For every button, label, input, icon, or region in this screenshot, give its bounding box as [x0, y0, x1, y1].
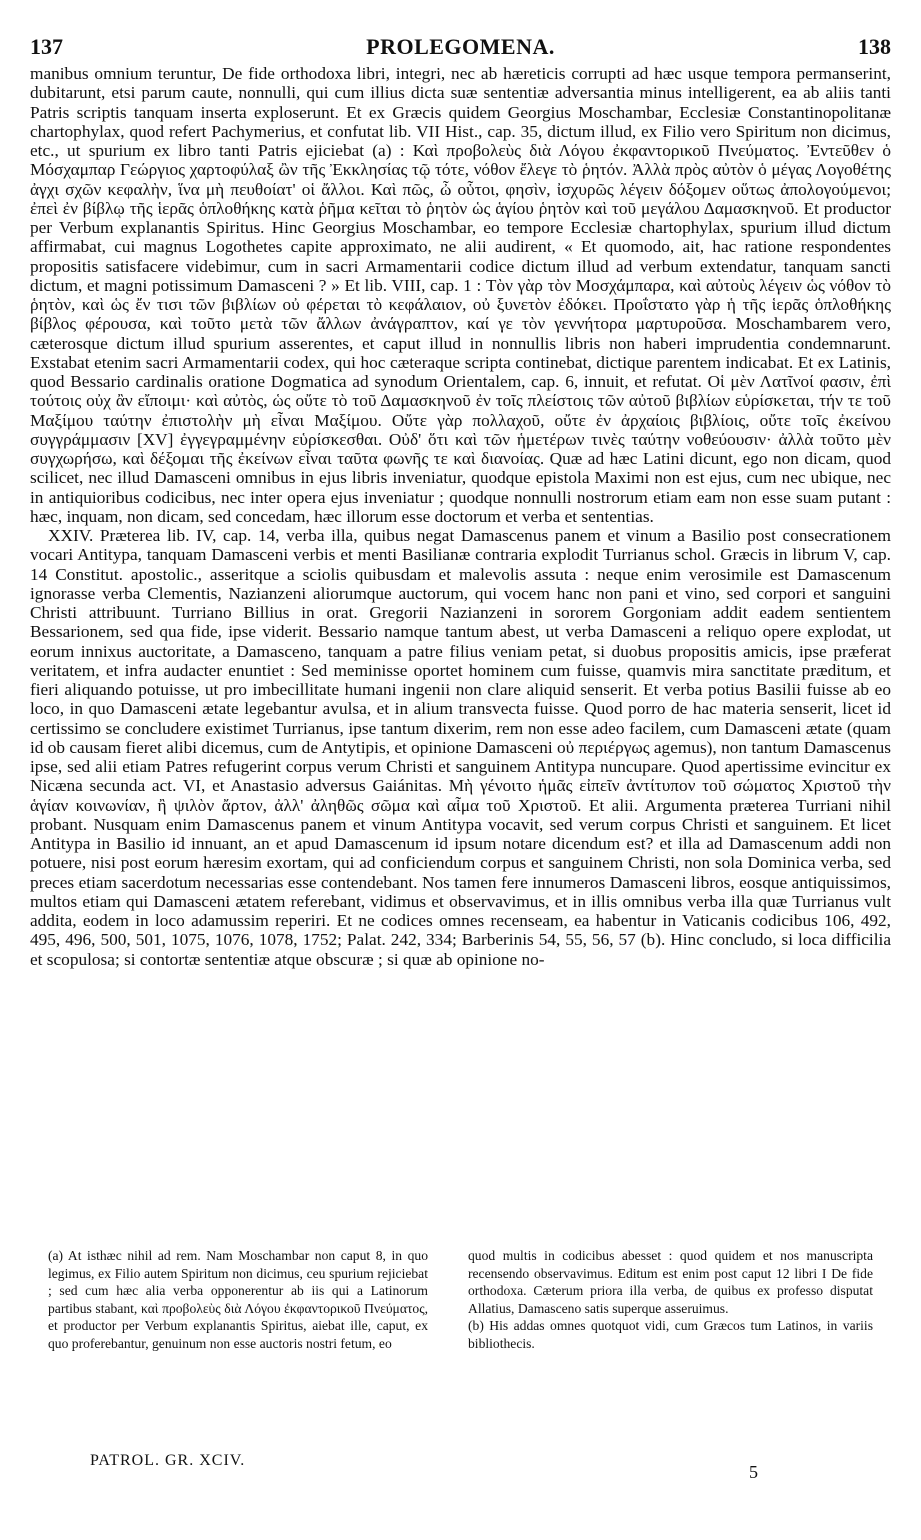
page-number-left: 137	[30, 34, 63, 59]
footnote-column-right	[468, 1247, 873, 1353]
footnote-a-text: (a) At isthæc nihil ad rem. Nam Moschambar non caput 8, in quo legimus, ex Filio autem Spiritum non dicimus, ceu spurium rejiciebat ; sed cum hæc alia verba opponerentur ab iis qui a Latinorum partibus stabant, καὶ προβολεὺς διὰ Λόγου ἐκφαντορικοῦ Πνεύματος, et productor per Verbum explanantis Spiritus, aiebat ille, caput, ex quo proferebantur, genuinum non esse auctoris nostri fetum, eo	[48, 1248, 428, 1351]
footnote-b: (b) His addas omnes quotquot vidi, cum Græcos tum Latinos, in variis bibliothecis.	[468, 1318, 873, 1351]
paragraph: manibus omnium teruntur, De fide orthodoxa libri, integri, nec ab hæreticis corrupti ad hæc usque tempora permanserint, dubitarunt, etsi parum caute, nonnulli, qui cum illius dicta suæ sententiæ adversantia minus intelligerent, ea ab aliis tanti Patris scriptis tanquam inserta exploserunt. Et ex Græcis quidem Georgius Moschambar, Ecclesiæ Constantinopolitanæ chartophylax, quod refert Pachymerius, et confutat lib. VII Hist., cap. 35, dictum illud, ex Filio vero Spiritum non dicimus, etc., ut spurium ex libro tanti Patris ejiciebat (a) : Καὶ προβολεὺς διὰ Λόγου ἐκφαντορικοῦ Πνεύματος. Ἐντεῦθεν ὁ Μόσχαμπαρ Γεώργιος χαρτοφύλαξ ὢν τῆς Ἐκκλησίας τῷ τότε, νόθον ἔλεγε τὸ ῥητόν. Ἀλλὰ πρὸς αὐτὸν ὁ μέγας Λογοθέτης ἀγχι σχῶν κεφαλὴν, ἵνα μὴ πευθοίατ' οἱ ἄλλοι. Καὶ πῶς, ὦ οὗτοι, φησὶν, ἰσχυρῶς λέγειν δόξομεν οὕτως ἀπολογούμενοι; ἐπεὶ ἐν βίβλῳ τῆς ἱερᾶς ὁπλοθήκης κατὰ ῥῆμα κεῖται τὸ ῥητὸν ὡς ἁγίου ῥητὸν καὶ τοῦ μεγάλου Δαμασκηνοῦ. Et productor per Verbum explanantis Spiritus. Hinc Georgius Moschambar, eo tempore Ecclesiæ chartophylax, spurium illud dictum affirmabat, cui magnus Logothetes capite approximato, ne alii audirent, « Et quomodo, ait, hac ratione respondentes propositis satisfacere videbimur, cum in sacri Armamentarii codice dictum illud ad verbum extendatur, tanquam sancti dictum, et magni potissimum Damasceni ? » Et lib. VIII, cap. 1 : Τὸν γὰρ τὸν Μοσχάμπαρα, καὶ αὐτοὺς λέγειν ὡς νόθον τὸ ῥητὸν, καὶ ὡς ἔν τισι τῶν βιβλίων οὐ φέρεται τὸ κεφάλαιον, οὐ ξυνετὸν ἐδόκει. Προΐστατο γὰρ ἡ τῆς ἱερᾶς ὁπλοθήκης βίβλος φέρουσα, καὶ τοῦτο μετὰ τῶν ἄλλων ἀνάγραπτον, καί γε τὸν γεννήτορα μαρτυροῦσα. Moschambarem vero, cæterosque dictum illud spurium asserentes, et caput illud in nonnullis libris non haberi imprudentia condemnarunt. Exstabat etenim sacri Armamentarii codex, qui hoc cæteraque scripta continebat, dictique parentem indicabat. Et ex Latinis, quod Bessario cardinalis oratione Dogmatica ad synodum Orientalem, cap. 6, innuit, et refutat. Οἱ μὲν Λατῖνοί φασιν, ἐπὶ τούτοις οὐχ ἂν εἴποιμι· καὶ αὐτὸς, ὡς οὔτε τὸ τοῦ Δαμασκηνοῦ ἐν τοῖς πλείστοις τῶν αὐτοῦ βιβλίων εὑρίσκεται, τήν τε τοῦ Μαξίμου ταύτην ἐπιστολὴν μὴ εἶναι Μαξίμου. Οὔτε γὰρ πολλαχοῦ, οὔτε ἐν ἀρχαίοις βιβλίοις, οὔτε τοῖς ἐκείνου συγγράμμασιν [XV] ἐγγεγραμμένην εὑρίσκεσθαι. Οὐδ' ὅτι καὶ τῶν ἡμετέρων τινὲς ταύτην νοθεύουσιν· ἀλλὰ τοῦτο μὲν συγχωρήσω, καὶ δέξομαι τῆς ἐκείνων εἶναι ταῦτα φωνῆς τε καὶ διανοίας. Quæ ad hæc Latini dicunt, ego non dicam, quod scilicet, nec illud Damasceni omnibus in ejus libris inveniatur, quodque epistola Maximi non est ejus, cum nec ubique, nec in antiquioribus codicibus, nec inter opera ejus inveniatur ; quodque nonnulli nostrorum etiam eam non esse suam putant : hæc, inquam, non dicam, sed concedam, hæc illorum esse doctorum et verba et sententias.	[30, 64, 891, 526]
page-number-right: 138	[858, 34, 891, 59]
sheet-number: 5	[749, 1462, 758, 1482]
page-header	[30, 34, 891, 64]
main-text	[30, 64, 891, 969]
footnote-a	[48, 1247, 428, 1353]
paragraph-xxiv: XXIV. Præterea lib. IV, cap. 14, verba illa, quibus negat Damascenus panem et vinum a Basilio post consecrationem vocari Antitypa, tanquam Damasceni verbis et menti Basilianæ contraria explodit Turrianus schol. Græcis in librum V, cap. 14 Constitut. apostolic., asseritque a sciolis quibusdam et malevolis assuta : neque enim verosimile est Damascenum ignorasse verba Clementis, Nazianzeni aliorumque auctorum, qui vocem hanc non pani et vino, sed corpori et sanguini Christi attribuunt. Turriano Billius in orat. Gregorii Nazianzeni in sororem Gorgoniam addit eadem sentientem Bessarionem, sed qua fide, ipse viderit. Bessario namque tantum abest, ut verba Damasceni a reliquo opere explodat, ut eorum innixus auctoritate, a Damasceno, tanquam a patre filius veniam petat, si duobus propositis amicis, ipse præferat veritatem, et infra audacter enuntiet : Sed meminisse oportet hominem cum fuisse, quamvis mira sanctitate præditum, et fieri aliquando potuisse, ut pro imbecillitate humani ingenii non clare aliquid senserit. Et verba potius Basilii fuisse ab eo loco, in quo Damasceni ætate legebantur avulsa, et in alium transvecta fuisse. Quod porro de hac materia senserit, licet id certissimo se concludere existimet Turrianus, ipse tantum dixerim, rem non esse adeo facilem, cum Damasceni ætate (quam id ob causam fieret alibi dicemus, cum de Antytipis, et opinione Damasceni οὐ περιέργως agemus), non tantum Damascenus ipse, sed alii etiam Patres refugerint corpus verum Christi et sanguinem Antitypa nuncupare. Quod apertissime evincitur ex Nicæna secunda act. VI, et Anastasio adversus Gaiánitas. Μὴ γένοιτο ἡμᾶς εἰπεῖν ἀντίτυπον τοῦ σώματος Χριστοῦ τὴν ἁγίαν κοινωνίαν, ἢ ψιλὸν ἄρτον, ἀλλ' ἀληθῶς σῶμα καὶ αἷμα τοῦ Χριστοῦ. Et alii. Argumenta præterea Turriani nihil probant. Nusquam enim Damascenus panem et vinum Antitypa vocavit, sed verum corpus Christi et sanguinem. Et licet Antitypa in Basilio id innuant, an et apud Damascenum id ipsum notare dicendum est? et illa ad Damascenum addi non potuere, nisi post eorum hæresim exortam, qui ad conficiendum corpus et sanguinem Christi, non sola Dominica verba, sed preces etiam sacerdotum necessarias esse contendebant. Nos tamen fere innumeros Damasceni libros, eosque antiquissimos, multos etiam qui Damasceni ætatem referebant, vidimus et observavimus, et in illis omnibus verba illa quæ Turrianus vult addita, eodem in loco adamussim reperiri. Et ne codices omnes recenseam, ea habentur in Vaticanis codicibus 106, 492, 495, 496, 500, 501, 1075, 1076, 1078, 1752; Palat. 242, 334; Barberinis 54, 55, 56, 57 (b). Hinc concludo, si loca difficilia et scopulosa; si contortæ sententiæ atque obscuræ ; si quæ ab opinione no-	[30, 526, 891, 969]
footnote-a-continued: quod multis in codicibus abesset : quod quidem et nos manuscripta recensendo observavimus. Editum est enim post caput 12 libri I De fide orthodoxa. Cæterum priora illa verba, de quibus ex professo disputat Allatius, Damasceno satis superque asseruimus.	[468, 1248, 873, 1316]
running-title: PROLEGOMENA.	[366, 34, 555, 59]
signature-mark: PATROL. GR. XCIV.	[90, 1452, 246, 1469]
